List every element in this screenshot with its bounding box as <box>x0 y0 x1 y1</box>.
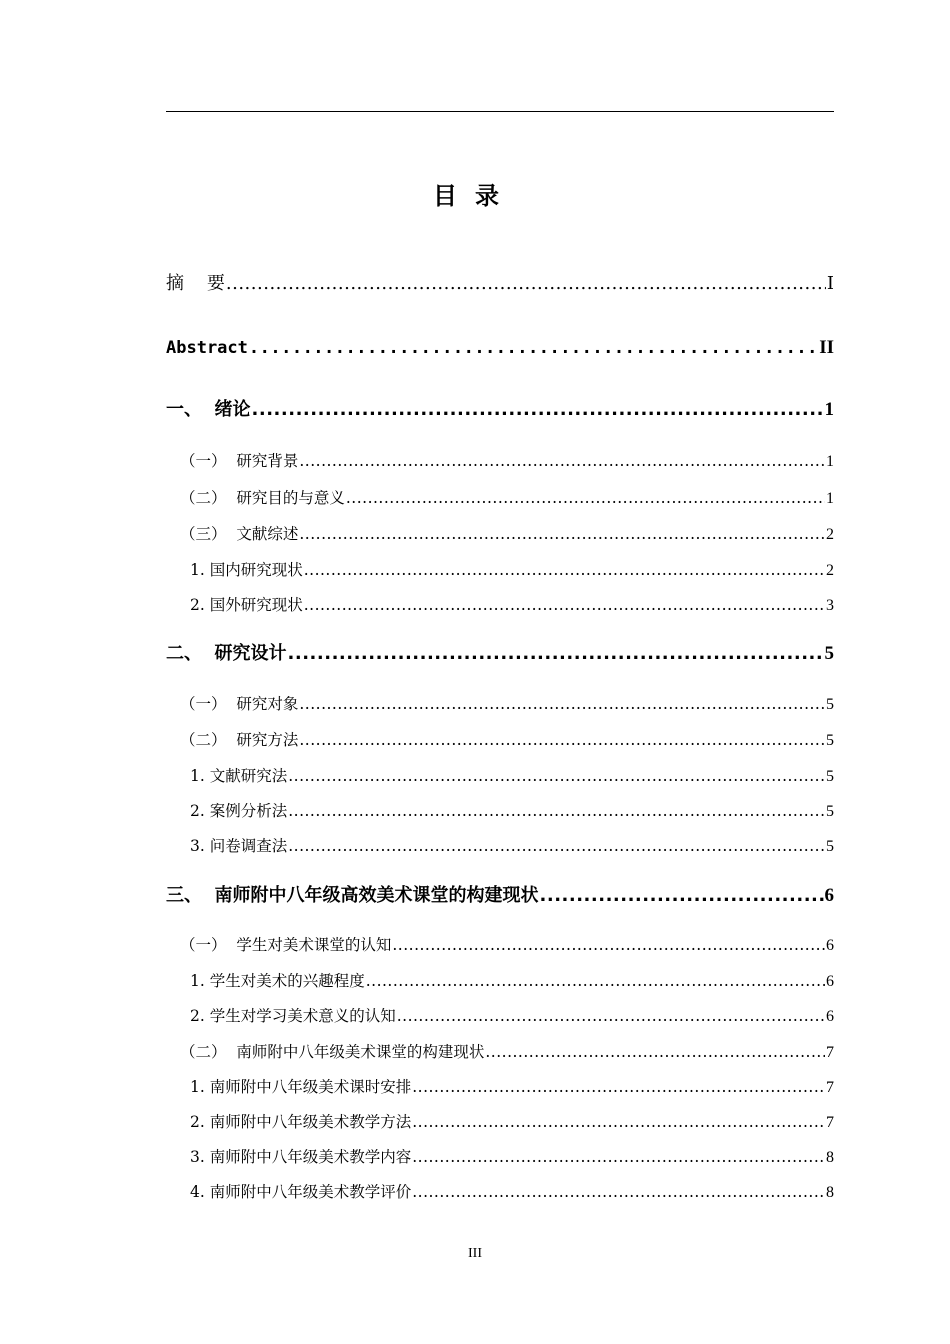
toc-entry-section[interactable] <box>166 487 834 510</box>
toc-entry-subsection[interactable] <box>166 835 834 858</box>
toc-entry-label: 二、 研究设计 <box>166 643 287 664</box>
toc-entry-page: 5 <box>826 768 834 785</box>
dot-leader <box>304 559 825 581</box>
toc-entry-page: 5 <box>826 732 834 749</box>
toc-entry-label: 2. 国外研究现状 <box>190 596 303 614</box>
toc-entry-page: 8 <box>826 1184 834 1201</box>
toc-entry-label: 2. 案例分析法 <box>190 802 288 820</box>
toc-entry-page: 5 <box>826 803 834 820</box>
dot-leader <box>485 1041 825 1063</box>
dot-leader <box>249 335 818 361</box>
toc-entry-subsection[interactable] <box>166 800 834 823</box>
toc-entry-section[interactable] <box>166 693 834 716</box>
toc-entry-subsection[interactable] <box>166 1005 834 1028</box>
toc-entry-page: 7 <box>826 1044 834 1061</box>
toc-entry-page: 1 <box>826 490 834 507</box>
toc-title: 目录 <box>433 182 517 210</box>
toc-entry-section[interactable] <box>166 729 834 752</box>
toc-entry-abstract-en[interactable] <box>166 335 834 361</box>
toc-entry-label: 2. 学生对学习美术意义的认知 <box>190 1007 396 1025</box>
toc-entry-subsection[interactable] <box>166 970 834 993</box>
toc-entry-label: （二） 研究方法 <box>180 731 299 749</box>
toc-entry-chapter-1[interactable] <box>166 397 834 423</box>
toc-entry-label: （三） 文献综述 <box>180 525 299 543</box>
toc-entry-subsection[interactable] <box>166 765 834 788</box>
toc-entry-subsection[interactable] <box>166 1111 834 1134</box>
dot-leader <box>366 970 825 992</box>
toc-entry-page: 7 <box>826 1079 834 1096</box>
toc-entry-abstract-cn[interactable] <box>166 271 834 297</box>
dot-leader <box>288 641 824 667</box>
toc-entry-page: 5 <box>826 696 834 713</box>
dot-leader <box>299 693 825 715</box>
toc-entry-page: 6 <box>824 885 834 906</box>
toc-entry-page: II <box>819 337 834 358</box>
dot-leader <box>299 729 825 751</box>
header-rule <box>166 111 834 112</box>
toc-entry-page: 2 <box>826 526 834 543</box>
toc-entry-page: 1 <box>826 453 834 470</box>
toc-entry-label: 3. 问卷调查法 <box>190 837 288 855</box>
dot-leader <box>288 800 825 822</box>
toc-entry-label: 1. 文献研究法 <box>190 767 288 785</box>
toc-entry-subsection[interactable] <box>166 1181 834 1204</box>
dot-leader <box>412 1146 825 1168</box>
dot-leader <box>288 835 825 857</box>
dot-leader <box>252 397 824 423</box>
toc-entry-label: 一、 绪论 <box>166 399 251 420</box>
toc-entry-section[interactable] <box>166 1041 834 1064</box>
toc-entry-label: 4. 南师附中八年级美术教学评价 <box>190 1183 412 1201</box>
toc-entry-label: （一） 研究背景 <box>180 452 299 470</box>
toc-entry-subsection[interactable] <box>166 594 834 617</box>
toc-entry-section[interactable] <box>166 523 834 546</box>
toc-entry-section[interactable] <box>166 934 834 957</box>
dot-leader <box>226 271 826 297</box>
toc-entry-page: 5 <box>826 838 834 855</box>
toc-entry-section[interactable] <box>166 450 834 473</box>
toc-entry-page: 6 <box>826 937 834 954</box>
toc-entry-label: 1. 南师附中八年级美术课时安排 <box>190 1078 412 1096</box>
toc-entry-page: 6 <box>826 1008 834 1025</box>
toc-entry-label: （一） 学生对美术课堂的认知 <box>180 936 392 954</box>
dot-leader <box>412 1181 825 1203</box>
dot-leader <box>299 523 825 545</box>
dot-leader <box>412 1111 825 1133</box>
dot-leader <box>304 594 825 616</box>
toc-entry-label: 摘 要 <box>166 273 225 294</box>
toc-entry-page: 2 <box>826 562 834 579</box>
page-number: III <box>468 1246 482 1261</box>
toc-entry-subsection[interactable] <box>166 1076 834 1099</box>
dot-leader <box>540 883 824 909</box>
toc-entry-subsection[interactable] <box>166 559 834 582</box>
dot-leader <box>288 765 825 787</box>
dot-leader <box>346 487 825 509</box>
toc-entry-label: （二） 南师附中八年级美术课堂的构建现状 <box>180 1043 485 1061</box>
toc-entry-chapter-2[interactable] <box>166 641 834 667</box>
toc-entry-label: Abstract <box>166 338 248 358</box>
toc-entry-page: 1 <box>824 399 834 420</box>
dot-leader <box>397 1005 825 1027</box>
toc-entry-chapter-3[interactable] <box>166 883 834 909</box>
dot-leader <box>299 450 825 472</box>
toc-entry-label: 1. 国内研究现状 <box>190 561 303 579</box>
toc-entry-label: （二） 研究目的与意义 <box>180 489 345 507</box>
toc-entry-label: 2. 南师附中八年级美术教学方法 <box>190 1113 412 1131</box>
toc-entry-page: 3 <box>826 597 834 614</box>
toc-entry-page: I <box>826 273 834 294</box>
toc-entry-page: 6 <box>826 973 834 990</box>
toc-entry-page: 8 <box>826 1149 834 1166</box>
toc-entry-page: 7 <box>826 1114 834 1131</box>
dot-leader <box>392 934 825 956</box>
dot-leader <box>412 1076 825 1098</box>
toc-entry-label: 三、 南师附中八年级高效美术课堂的构建现状 <box>166 885 539 906</box>
toc-entry-subsection[interactable] <box>166 1146 834 1169</box>
toc-entry-page: 5 <box>824 643 834 664</box>
toc-entry-label: （一） 研究对象 <box>180 695 299 713</box>
toc-entry-label: 3. 南师附中八年级美术教学内容 <box>190 1148 412 1166</box>
toc-entry-label: 1. 学生对美术的兴趣程度 <box>190 972 365 990</box>
